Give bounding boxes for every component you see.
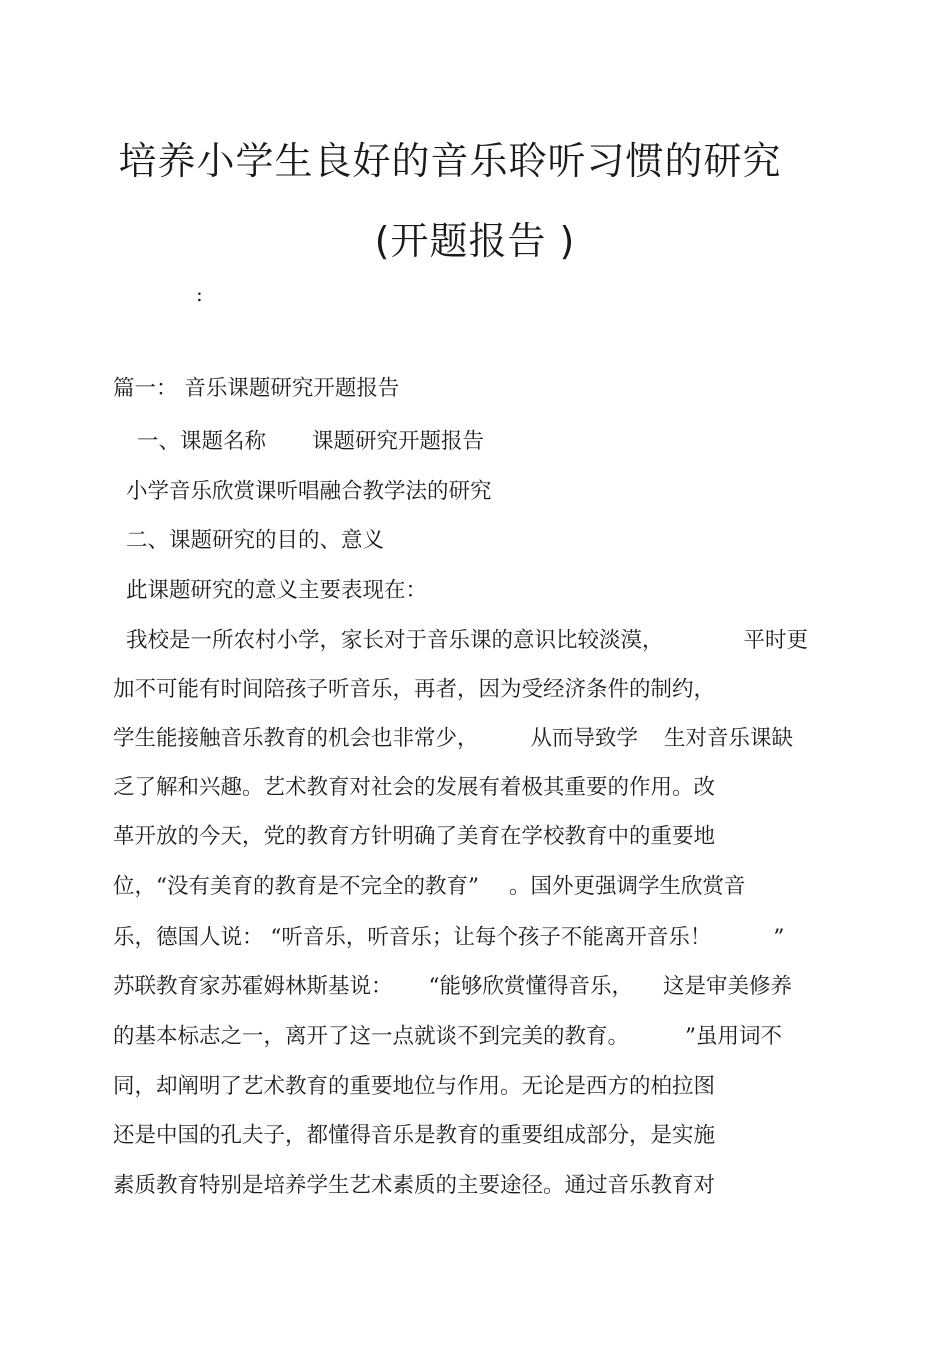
document-subtitle: (开题报告 ) bbox=[374, 219, 576, 263]
body-line bbox=[113, 728, 793, 750]
item-one-value: 课题研究开题报告 bbox=[312, 429, 485, 454]
body-line bbox=[113, 1076, 715, 1098]
body-text: 生对音乐课缺 bbox=[664, 726, 794, 751]
body-text: 革开放的今天，党的教育方针明确了美育在学校教育中的重要地 bbox=[113, 824, 716, 849]
body-line bbox=[113, 777, 715, 799]
body-text: 我校是一所农村小学，家长对于音乐课的意识比较淡漠， bbox=[126, 628, 664, 653]
body-line bbox=[113, 1125, 715, 1147]
item-two: 二、课题研究的目的、意义 bbox=[126, 528, 385, 553]
author-colon: : bbox=[196, 282, 203, 306]
body-text: ” bbox=[773, 925, 785, 950]
topic-line: 小学音乐欣赏课听唱融合教学法的研究 bbox=[126, 479, 492, 504]
body-text: 的基本标志之一，离开了这一点就谈不到完美的教育。 bbox=[113, 1024, 630, 1049]
body-text: 同，却阐明了艺术教育的重要地位与作用。无论是西方的柏拉图 bbox=[113, 1074, 716, 1099]
body-text: 学生能接触音乐教育的机会也非常少， bbox=[113, 726, 479, 751]
body-text: 还是中国的孔夫子，都懂得音乐是教育的重要组成部分，是实施 bbox=[113, 1123, 716, 1148]
body-text: 从而导致学 bbox=[530, 726, 639, 751]
body-text: 。国外更强调学生欣赏音 bbox=[509, 874, 746, 899]
body-text: 乐，德国人说： “听音乐，听音乐；让每个孩子不能离开音乐！ bbox=[113, 925, 712, 950]
body-text: “能够欣赏懂得音乐， bbox=[428, 974, 634, 999]
body-line bbox=[113, 927, 784, 949]
body-text: 苏联教育家苏霍姆林斯基说： bbox=[113, 974, 393, 999]
body-line bbox=[113, 1175, 715, 1197]
body-line bbox=[113, 876, 746, 898]
intro-line: 此课题研究的意义主要表现在： bbox=[126, 578, 428, 603]
item-one bbox=[137, 431, 484, 453]
body-line bbox=[126, 630, 808, 652]
body-line bbox=[113, 976, 792, 998]
document-title: 培养小学生良好的音乐聆听习惯的研究 bbox=[118, 139, 782, 183]
item-one-label: 一、课题名称 bbox=[137, 429, 267, 454]
body-text: 位，“没有美育的教育是不完全的教育” bbox=[113, 874, 479, 899]
body-text: 平时更 bbox=[743, 628, 809, 653]
body-line bbox=[113, 1026, 782, 1048]
body-text: ”虽用词不 bbox=[685, 1024, 783, 1049]
body-text: 乏了解和兴趣。艺术教育对社会的发展有着极其重要的作用。改 bbox=[113, 775, 716, 800]
section-heading: 篇一： 音乐课题研究开题报告 bbox=[113, 376, 400, 401]
body-text: 素质教育特别是培养学生艺术素质的主要途径。通过音乐教育对 bbox=[113, 1173, 716, 1198]
body-line bbox=[113, 679, 715, 701]
body-text: 这是审美修养 bbox=[663, 974, 793, 999]
body-text: 加不可能有时间陪孩子听音乐，再者，因为受经济条件的制约， bbox=[113, 677, 716, 702]
body-line bbox=[113, 826, 715, 848]
